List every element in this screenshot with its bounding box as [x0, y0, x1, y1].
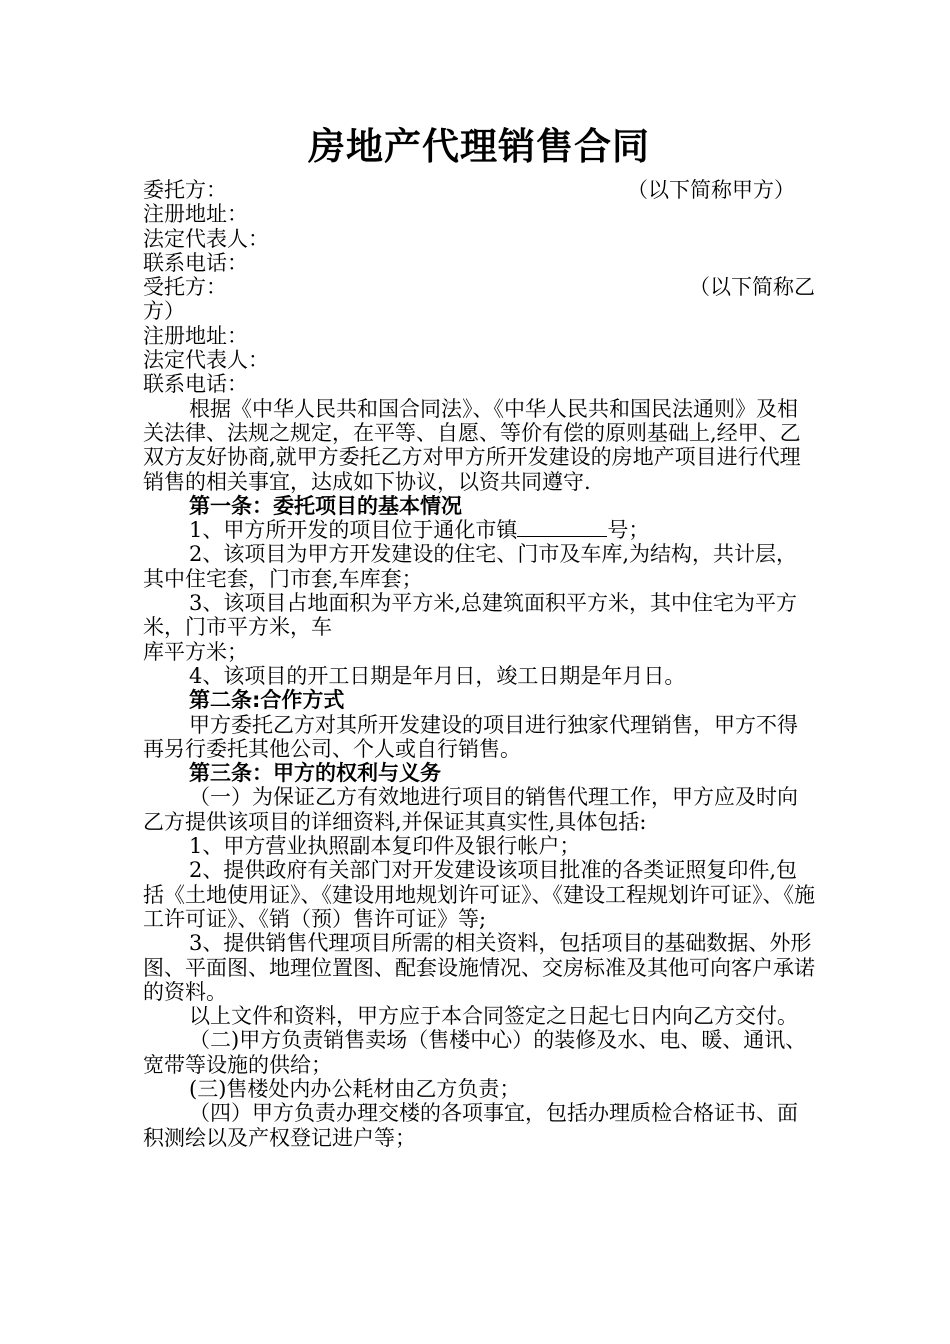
article3-para4: （四）甲方负责办理交楼的各项事宜，包括办理质检合格证书、面积测绘以及产权登记进户等； — [143, 1101, 798, 1150]
party-b-note: （以下简称乙 — [689, 275, 815, 300]
article3-deliver: 以上文件和资料，甲方应于本合同签定之日起七日内向乙方交付。 — [189, 1004, 798, 1029]
article2-text: 甲方委托乙方对其所开发建设的项目进行独家代理销售，甲方不得再另行委托其他公司、个人或自行销售。 — [143, 712, 798, 761]
party-b-label: 受托方： — [143, 275, 227, 300]
party-a-rep: 法定代表人： — [143, 226, 269, 251]
article3-sub2: 2、提供政府有关部门对开发建设该项目批准的各类证照复印件,包括《土地使用证》、《建设用地规划许可证》、《建设工程规划许可证》、《施工许可证》、《销（预）售许可证》等; — [143, 858, 815, 931]
article1-item2: 2、该项目为甲方开发建设的住宅、门市及车库,为结构，共计层，其中住宅套，门市套,车库套； — [143, 542, 798, 591]
contract-page — [143, 118, 815, 1150]
party-b-rep: 法定代表人： — [143, 348, 269, 373]
article3-sub3: 3、提供销售代理项目所需的相关资料，包括项目的基础数据、外形图、平面图、地理位置图、配套设施情况、交房标准及其他可向客户承诺的资料。 — [143, 931, 815, 1004]
article2-heading: 第二条:合作方式 — [189, 688, 345, 713]
article3-para2: （二)甲方负责销售卖场（售楼中心）的装修及水、电、暖、通讯、宽带等设施的供给； — [143, 1028, 807, 1077]
article1-heading: 第一条：委托项目的基本情况 — [189, 493, 462, 518]
party-a-label: 委托方： — [143, 178, 227, 202]
party-b-note-cont: 方） — [143, 299, 185, 324]
article3-heading: 第三条：甲方的权利与义务 — [189, 761, 441, 786]
article1-item4: 4、该项目的开工日期是年月日，竣工日期是年月日。 — [189, 663, 686, 688]
party-a-note: （以下简称甲方） — [627, 178, 795, 202]
article1-item1-suffix: 号； — [607, 518, 650, 543]
preamble: 根据《中华人民共和国合同法》、《中华人民共和国民法通则》及相关法律、法规之规定，在平等、自愿、等价有偿的原则基础上,经甲、乙双方友好协商,就甲方委托乙方对甲方所开发建设的房地产项目进行代理销售的相关事宜，达成如下协议，以资共同遵守. — [143, 396, 801, 494]
page-title: 房地产代理销售合同 — [308, 125, 650, 168]
party-a-address: 注册地址： — [143, 202, 248, 227]
party-b-phone: 联系电话： — [143, 372, 248, 397]
party-a-row — [143, 178, 815, 202]
article3-para1: （一）为保证乙方有效地进行项目的销售代理工作，甲方应及时向乙方提供该项目的详细资料,并保证其真实性,具体包括: — [143, 785, 798, 834]
article3-sub1: 1、甲方营业执照副本复印件及银行帐户； — [189, 834, 581, 859]
party-b-address: 注册地址： — [143, 323, 248, 348]
article1-item3-cont: 库平方米； — [143, 639, 248, 664]
article1-item3: 3、该项目占地面积为平方米,总建筑面积平方米，其中住宅为平方米，门市平方米，车 — [143, 591, 798, 640]
blank-underline — [517, 518, 607, 537]
article1-item1-text: 1、甲方所开发的项目位于通化市镇 — [189, 518, 518, 543]
article1-item1 — [143, 518, 815, 542]
party-a-phone: 联系电话： — [143, 250, 248, 275]
party-b-row — [143, 275, 815, 299]
article3-para3: (三)售楼处内办公耗材由乙方负责； — [189, 1076, 521, 1101]
